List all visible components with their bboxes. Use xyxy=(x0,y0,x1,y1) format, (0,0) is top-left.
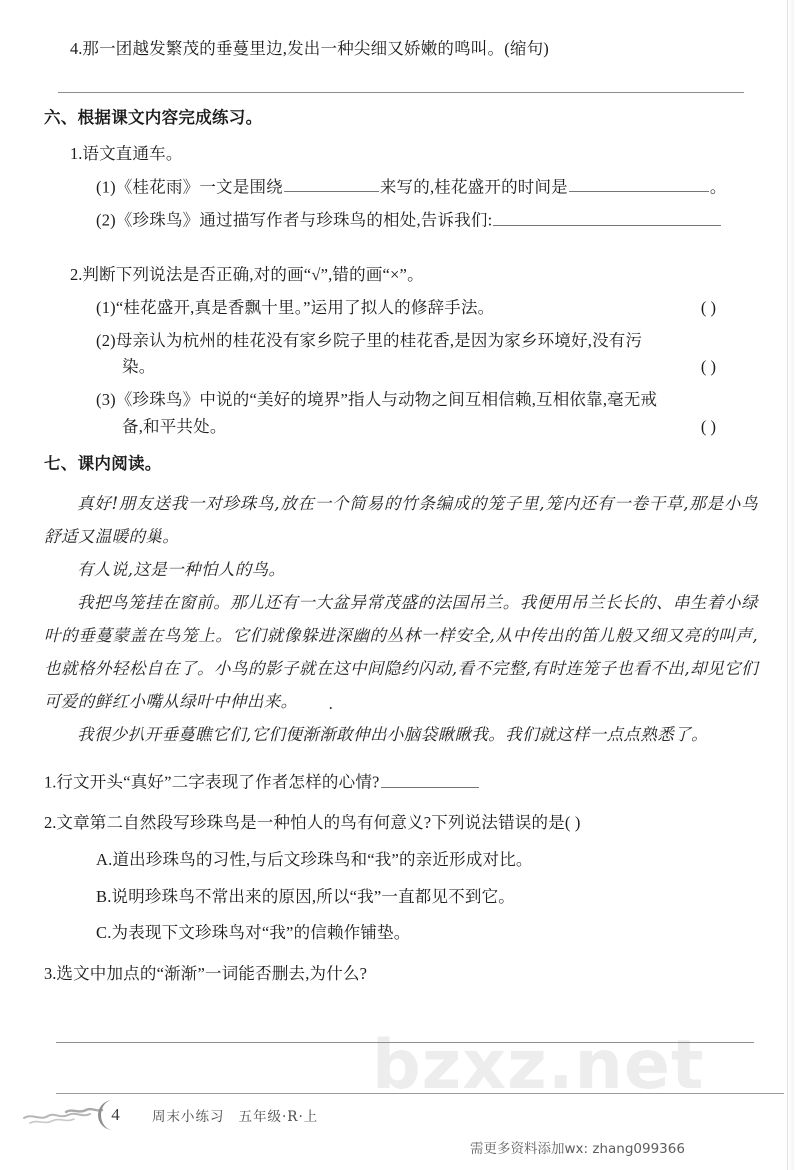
passage-emphasis-word: 渐渐 · · xyxy=(302,725,336,744)
judge-item-3-label: (3) xyxy=(96,390,116,410)
section-six-q1-item-1 xyxy=(44,174,758,201)
fill-blank-2[interactable] xyxy=(569,174,709,192)
cloud-decoration-icon xyxy=(20,1102,106,1128)
reading-question-2 xyxy=(44,810,758,837)
section-six-heading: 六、根据课文内容完成练习。 xyxy=(44,107,263,127)
passage-p4-after: 敢伸出小脑袋瞅瞅我。我们就这样一点点熟悉了。 xyxy=(336,725,708,745)
judge-item-2-label: (2) xyxy=(96,330,116,350)
site-watermark: bzxz.net xyxy=(372,1026,705,1105)
reading-question-3-num: 3. xyxy=(44,964,57,984)
judge-item-1-answer-paren[interactable]: ( ) xyxy=(700,297,716,317)
judge-item-3-answer-paren[interactable]: ( ) xyxy=(700,416,716,436)
footer-title-left: 周末小练习 xyxy=(152,1109,225,1125)
reading-question-2-option-b[interactable]: B.说明珍珠鸟不常出来的原因,所以“我”一直都见不到它。 xyxy=(96,886,516,906)
judge-item-2-answer-paren[interactable]: ( ) xyxy=(700,357,716,377)
footer-separator-rule xyxy=(56,1093,784,1094)
judge-item-2-text: 母亲认为杭州的桂花没有家乡院子里的桂花香,是因为家乡环境好,没有污 xyxy=(115,330,643,350)
item-text-a: 《珍珠鸟》通过描写作者与珍珠鸟的相处,告诉我们: xyxy=(115,210,493,230)
judge-item-2-text-cont: 染。 xyxy=(122,357,156,377)
carryover-question-4 xyxy=(44,36,758,63)
section-six-q1-title xyxy=(44,141,758,168)
passage-paragraph-4 xyxy=(44,718,758,751)
reading-question-2-num: 2. xyxy=(44,813,57,833)
section-six-q2-num: 2. xyxy=(70,265,83,285)
judge-item-3-text-cont: 备,和平共处。 xyxy=(122,416,227,436)
carryover-question-4-text: 那一团越发繁茂的垂蔓里边,发出一种尖细又娇嫩的鸣叫。(缩句) xyxy=(82,39,549,58)
reading-question-1 xyxy=(44,769,758,796)
section-six-q1-num: 1. xyxy=(70,144,83,164)
reading-question-2-option-a[interactable]: A.道出珍珠鸟的习性,与后文珍珠鸟和“我”的亲近形成对比。 xyxy=(96,850,533,869)
reading-question-3 xyxy=(44,961,758,988)
reading-question-2-text: 文章第二自然段写珍珠鸟是一种怕人的鸟有何意义?下列说法错误的是( ) xyxy=(56,813,581,833)
carryover-question-4-num: 4. xyxy=(70,39,83,58)
item-text-a: 《桂花雨》一文是围绕 xyxy=(115,177,283,197)
section-six-q2-label: 判断下列说法是否正确,对的画“√”,错的画“×”。 xyxy=(82,265,424,285)
passage-paragraph-1: 真好!朋友送我一对珍珠鸟,放在一个简易的竹条编成的笼子里,笼内还有一卷干草,那是小鸟舒适又温暖的巢。 xyxy=(44,494,758,547)
passage-paragraph-2: 有人说,这是一种怕人的鸟。 xyxy=(77,560,286,580)
section-six-q1-item-2 xyxy=(44,207,758,234)
page-number: 4 xyxy=(111,1105,120,1124)
reading-passage xyxy=(44,487,758,751)
promo-contact-text: 需更多资料添加wx: zhang099366 xyxy=(470,1141,685,1157)
judge-item-1-label: (1) xyxy=(96,297,116,317)
item-label: (2) xyxy=(96,210,116,230)
judge-item-2-line-1 xyxy=(44,328,758,355)
reading-question-1-num: 1. xyxy=(44,772,57,792)
page-number-ring xyxy=(96,1098,130,1132)
item-text-b: 来写的,桂花盛开的时间是 xyxy=(379,177,568,197)
reading-question-1-blank[interactable] xyxy=(381,769,479,787)
fill-blank-1[interactable] xyxy=(284,174,379,192)
section-divider-rule xyxy=(58,92,744,93)
section-seven-heading: 七、课内阅读。 xyxy=(44,453,162,473)
section-six-q2-title xyxy=(44,262,758,289)
fill-blank-3[interactable] xyxy=(493,207,721,225)
judge-item-2-line-2 xyxy=(44,354,758,381)
passage-paragraph-3: 我把鸟笼挂在窗前。那儿还有一大盆异常茂盛的法国吊兰。我便用吊兰长长的、串生着小绿叶的垂蔓蒙盖在鸟笼上。它们就像躲进深幽的丛林一样安全,从中传出的笛儿般又细又亮的叫声,也就格外轻松自在了。小鸟的影子就在这中间隐约闪动,看不完整,有时连笼子也看不出,却见它们可爱的鲜红小嘴从绿叶中伸出来。 xyxy=(44,593,758,712)
section-six-q1-label: 语文直通车。 xyxy=(82,144,183,164)
passage-p4-before: 我很少扒开垂蔓瞧它们,它们便 xyxy=(77,725,303,745)
page-footer xyxy=(20,1098,318,1132)
item-label: (1) xyxy=(96,177,116,197)
judge-item-1-line: “桂花盛开,真是香飘十里。”运用了拟人的修辞手法。 xyxy=(115,297,495,317)
item-text-c: 。 xyxy=(709,177,727,197)
judge-item-3-line-1 xyxy=(44,387,758,414)
reading-question-2-option-c[interactable]: C.为表现下文珍珠鸟对“我”的信赖作铺垫。 xyxy=(96,923,411,943)
reading-question-1-text: 行文开头“真好”二字表现了作者怎样的心情? xyxy=(56,772,380,792)
judge-item-3-text: 《珍珠鸟》中说的“美好的境界”指人与动物之间互相信赖,互相依靠,毫无戒 xyxy=(115,390,658,410)
footer-title-right: 五年级·R·上 xyxy=(238,1109,319,1125)
reading-question-3-text: 选文中加点的“渐渐”一词能否删去,为什么? xyxy=(56,964,368,984)
footer-book-title xyxy=(152,1105,318,1125)
answer-rule-1[interactable] xyxy=(56,1042,754,1043)
judge-item-1-text xyxy=(96,295,494,322)
judge-item-1 xyxy=(44,295,758,322)
judge-item-3-line-2 xyxy=(44,414,758,441)
